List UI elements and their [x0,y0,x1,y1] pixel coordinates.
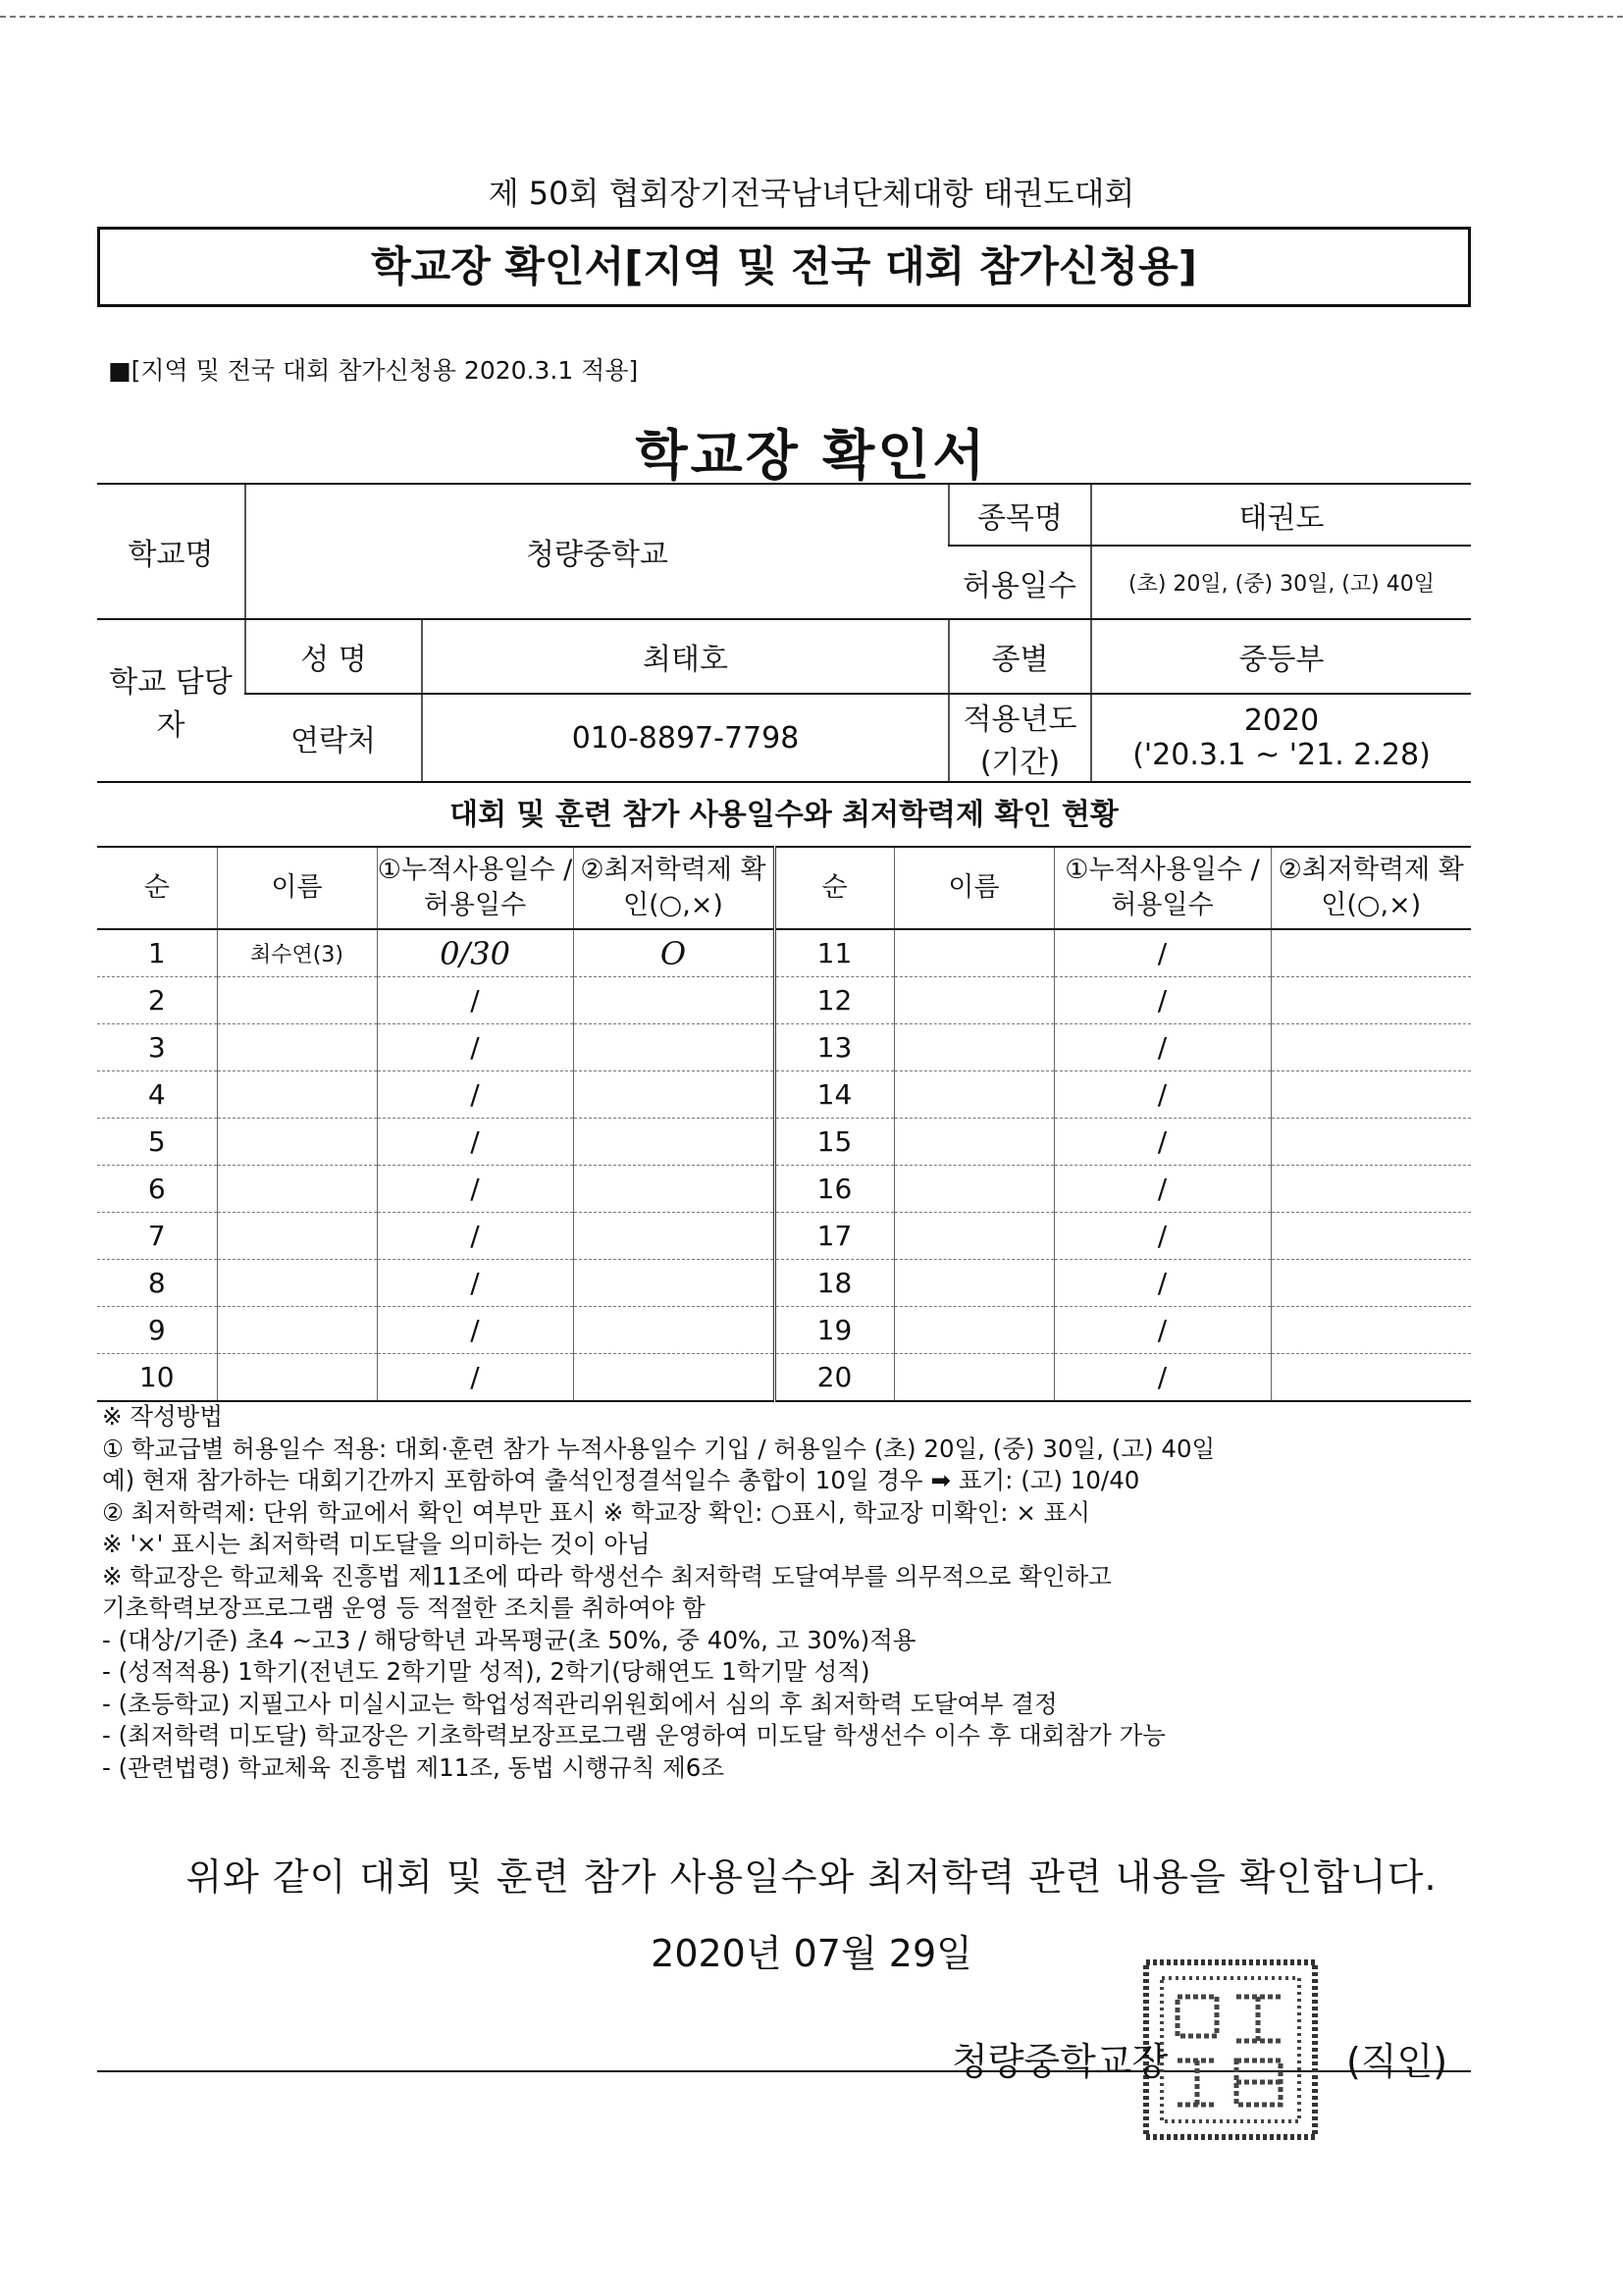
grid-cell-academic [573,1354,774,1402]
table-row [97,1024,1471,1071]
instruction-line: ※ '×' 표시는 최저학력 미도달을 의미하는 것이 아님 [102,1530,651,1558]
contact-label: 연락처 [245,694,422,782]
grid-cell-no: 9 [97,1307,217,1354]
grid-cell-academic [573,977,774,1024]
grid-cell-academic: O [573,929,774,977]
grid-header-no: 순 [774,847,894,929]
grid-cell-days: 0/30 [377,929,573,977]
grid-cell-academic [573,1213,774,1260]
grid-cell-name [894,1307,1054,1354]
grid-cell-days: / [1054,977,1271,1024]
table-row [97,1166,1471,1213]
grid-cell-no: 8 [97,1260,217,1307]
grid-cell-name: 최수연(3) [217,929,377,977]
grid-cell-academic [573,1071,774,1119]
writing-instructions [102,1401,1495,1784]
grid-cell-days: / [1054,1354,1271,1402]
grid-cell-days: / [377,1024,573,1071]
name-label: 성 명 [245,619,422,694]
grid-cell-academic [573,1024,774,1071]
info-table [97,483,1471,783]
grid-cell-days: / [377,1071,573,1119]
issue-date: 2020년 07월 29일 [651,1932,972,1975]
grid-cell-days: / [1054,1260,1271,1307]
instruction-line: ② 최저학력제: 단위 학교에서 확인 여부만 표시 ※ 학교장 확인: ○표시, 학교장 미확인: × 표시 [102,1497,1090,1527]
instruction-line: - (관련법령) 학교체육 진흥법 제11조, 동법 시행규칙 제6조 [102,1752,725,1782]
confirmation-statement: 위와 같이 대회 및 훈련 참가 사용일수와 최저학력 관련 내용을 확인합니다. [185,1855,1438,1899]
grid-cell-days: / [377,1354,573,1402]
grid-cell-name [894,1071,1054,1119]
instruction-line: ※ 학교장은 학교체육 진흥법 제11조에 따라 학생선수 최저학력 도달여부를 의무적으로 확인하고 [102,1561,1112,1591]
instruction-line: - (초등학교) 지필고사 미실시교는 학업성적관리위원회에서 심의 후 최저학력 도달여부 결정 [102,1689,1058,1718]
grid-cell-name [217,1260,377,1307]
instruction-line: ① 학교급별 허용일수 적용: 대회·훈련 참가 누적사용일수 기입 / 허용일수 (초) 20일, (중) 30일, (고) 40일 [102,1434,1216,1463]
instruction-line: - (최저학력 미도달) 학교장은 기초학력보장프로그램 운영하여 미도달 학생선수 이수 후 대회참가 가능 [102,1721,1166,1749]
seal-label: (직인) [1346,2040,1448,2083]
grid-cell-no: 17 [774,1213,894,1260]
table-row [97,1213,1471,1260]
grid-cell-no: 19 [774,1307,894,1354]
grid-cell-academic [1271,1307,1471,1354]
grid-cell-academic [1271,1024,1471,1071]
grid-cell-name [894,1024,1054,1071]
school-label: 학교명 [97,484,245,619]
grid-cell-days: / [1054,1307,1271,1354]
grid-cell-days: / [377,1307,573,1354]
table-row [97,1307,1471,1354]
type-value: 중등부 [1091,619,1471,694]
grid-cell-name [217,1307,377,1354]
grid-cell-no: 1 [97,929,217,977]
grid-cell-name [217,1119,377,1166]
manager-label: 학교 담당자 [97,619,245,782]
year-value: 2020 [1243,704,1320,738]
grid-cell-academic [573,1166,774,1213]
instruction-line: - (대상/기준) 초4 ~고3 / 해당학년 과목평균(초 50%, 중 40%, 고 30%)적용 [102,1625,916,1654]
grid-header-days: ①누적사용일수 /허용일수 [377,847,573,929]
grid-cell-name [894,1213,1054,1260]
grid-cell-days: / [377,1260,573,1307]
recap-title: 대회 및 훈련 참가 사용일수와 최저학력제 확인 현황 [449,798,1119,832]
sport-value: 태권도 [1091,484,1471,546]
days-value: (초) 20일, (중) 30일, (고) 40일 [1091,546,1471,619]
grid-cell-no: 4 [97,1071,217,1119]
grid-cell-name [217,1166,377,1213]
grid-cell-academic [1271,1166,1471,1213]
grid-header-academic: ②최저학력제 확인(○,×) [573,847,774,929]
instruction-line: - (성적적용) 1학기(전년도 2학기말 성적), 2학기(당해연도 1학기말 성적) [102,1657,870,1686]
grid-cell-days: / [1054,1119,1271,1166]
grid-cell-no: 18 [774,1260,894,1307]
grid-cell-academic [1271,977,1471,1024]
grid-header-name: 이름 [217,847,377,929]
table-row [97,1071,1471,1119]
table-row [97,1354,1471,1402]
grid-cell-no: 11 [774,929,894,977]
grid-cell-no: 20 [774,1354,894,1402]
grid-cell-academic [1271,1354,1471,1402]
grid-header-name: 이름 [894,847,1054,929]
grid-cell-name [217,977,377,1024]
grid-cell-name [894,1166,1054,1213]
grid-cell-no: 6 [97,1166,217,1213]
grid-cell-no: 16 [774,1166,894,1213]
document-title: 학교장 확인서[지역 및 전국 대회 참가신청용] [97,227,1471,307]
instruction-line: ※ 작성방법 [102,1402,223,1431]
grid-cell-no: 2 [97,977,217,1024]
grid-cell-days: / [377,977,573,1024]
grid-cell-name [217,1024,377,1071]
grid-cell-name [217,1071,377,1119]
grid-cell-name [894,929,1054,977]
school-value: 청량중학교 [245,484,949,619]
type-label: 종별 [949,619,1091,694]
grid-cell-name [894,1354,1054,1402]
participation-grid [97,846,1471,1402]
grid-header-academic: ②최저학력제 확인(○,×) [1271,847,1471,929]
contact-value: 010-8897-7798 [422,694,949,782]
grid-cell-name [217,1213,377,1260]
table-row [97,929,1471,977]
grid-cell-no: 12 [774,977,894,1024]
grid-cell-no: 10 [97,1354,217,1402]
grid-cell-no: 3 [97,1024,217,1071]
grid-cell-academic [1271,929,1471,977]
table-row [97,977,1471,1024]
grid-cell-days: / [1054,1071,1271,1119]
applicability-note: ■[지역 및 전국 대회 참가신청용 2020.3.1 적용] [108,356,639,385]
grid-cell-days: / [377,1213,573,1260]
grid-header-no: 순 [97,847,217,929]
grid-cell-name [894,1119,1054,1166]
grid-cell-no: 7 [97,1213,217,1260]
grid-cell-days: / [1054,1024,1271,1071]
grid-header-days: ①누적사용일수 /허용일수 [1054,847,1271,929]
grid-cell-no: 13 [774,1024,894,1071]
grid-cell-academic [573,1119,774,1166]
grid-cell-academic [1271,1213,1471,1260]
grid-cell-days: / [1054,1166,1271,1213]
grid-cell-academic [1271,1119,1471,1166]
name-value: 최태호 [422,619,949,694]
signer-name: 청량중학교장 [952,2040,1169,2083]
period-value: ('20.3.1 ~ '21. 2.28) [1132,738,1431,772]
year-label: 적용년도 (기간) [949,694,1091,782]
instruction-line: 기초학력보장프로그램 운영 등 적절한 조치를 취하여야 함 [102,1593,706,1622]
grid-cell-no: 14 [774,1071,894,1119]
form-title: 학교장 확인서 [635,424,988,487]
grid-cell-name [894,1260,1054,1307]
grid-cell-days: / [377,1119,573,1166]
grid-cell-academic [1271,1260,1471,1307]
grid-cell-days: / [1054,929,1271,977]
grid-cell-days: / [1054,1213,1271,1260]
top-divider [0,16,1623,18]
table-row [97,1260,1471,1307]
grid-cell-academic [573,1307,774,1354]
grid-cell-name [894,977,1054,1024]
sport-label: 종목명 [949,484,1091,546]
year-cell [1091,694,1471,782]
days-label: 허용일수 [949,546,1091,619]
instruction-line: 예) 현재 참가하는 대회기간까지 포함하여 출석인정결석일수 총합이 10일 경우 ➡ 표기: (고) 10/40 [102,1466,1140,1494]
table-row [97,1119,1471,1166]
event-title: 제 50회 협회장기전국남녀단체대항 태권도대회 [488,175,1135,212]
grid-cell-no: 15 [774,1119,894,1166]
grid-cell-academic [1271,1071,1471,1119]
grid-cell-no: 5 [97,1119,217,1166]
grid-cell-academic [573,1260,774,1307]
grid-cell-days: / [377,1166,573,1213]
grid-cell-name [217,1354,377,1402]
